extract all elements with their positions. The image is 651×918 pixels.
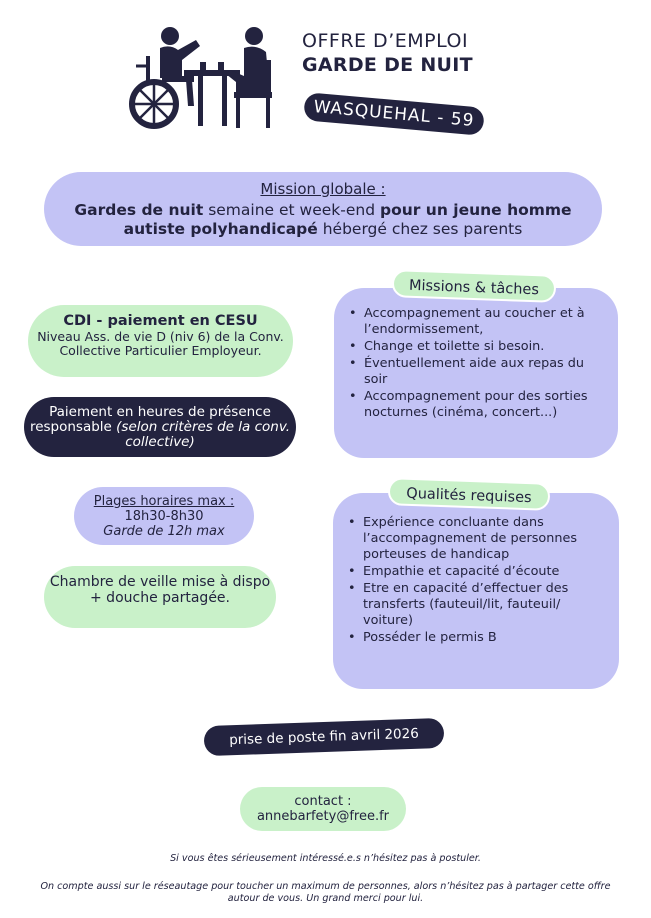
missions-tag: Missions & tâches xyxy=(392,269,557,303)
list-item: • Accompagnement au coucher et à l’endormissement, xyxy=(346,306,606,338)
cdi-box xyxy=(28,305,293,377)
payment-text: Paiement en heures de présence responsable xyxy=(29,404,271,435)
header-title-line1: OFFRE D’EMPLOI xyxy=(302,30,469,52)
contact-label: contact : xyxy=(294,794,352,809)
footer-line2: On compte aussi sur le réseautage pour toucher un maximum de personnes, alors n’hésitez pas à partager cette offre autour de vous. Un grand merci pour lui. xyxy=(40,881,611,904)
hours-range: 18h30-8h30 xyxy=(124,509,204,524)
room-line1: Chambre de veille mise à dispo xyxy=(49,574,271,590)
qualities-box xyxy=(333,493,619,689)
mission-title: Mission globale : xyxy=(260,180,386,198)
mission-text-normal-2: hébergé chez ses parents xyxy=(317,220,523,238)
list-item: • Expérience concluante dans l’accompagnement de personnes porteuses de handicap xyxy=(345,515,607,563)
hours-box xyxy=(74,487,254,545)
missions-list xyxy=(346,306,606,421)
room-box xyxy=(44,566,276,628)
footer-line1: Si vous êtes sérieusement intéressé.e.s n’hésitez pas à postuler. xyxy=(170,853,481,864)
start-date-badge: prise de poste fin avril 2026 xyxy=(204,718,445,756)
hours-title: Plages horaires max : xyxy=(93,494,235,509)
list-item: • Éventuellement aide aux repas du soir xyxy=(346,356,606,388)
cdi-text: Niveau Ass. de vie D (niv 6) de la Conv. Collective Particulier Employeur. xyxy=(37,329,284,358)
location-badge: WASQUEHAL - 59 xyxy=(303,92,485,136)
qualities-tag: Qualités requises xyxy=(388,477,551,511)
qualities-list xyxy=(345,515,607,646)
missions-box xyxy=(334,288,618,458)
mission-text xyxy=(44,201,602,239)
mission-box xyxy=(44,172,602,246)
contact-email[interactable]: annebarfety@free.fr xyxy=(256,809,390,824)
mission-text-normal-1: semaine et week-end xyxy=(203,201,380,219)
room-line2: + douche partagée. xyxy=(90,590,230,606)
hours-note: Garde de 12h max xyxy=(103,524,225,539)
caregiver-and-wheelchair-at-table-icon xyxy=(126,26,276,134)
cdi-title: CDI - paiement en CESU xyxy=(63,313,258,329)
list-item: • Change et toilette si besoin. xyxy=(346,339,606,355)
contact-box xyxy=(240,787,406,831)
mission-text-bold-1: Gardes de nuit xyxy=(74,201,204,219)
payment-italic: (selon critères de la conv. collective) xyxy=(116,419,291,450)
list-item: • Etre en capacité d’effectuer des transferts (fauteuil/lit, fauteuil/ voiture) xyxy=(345,581,607,629)
list-item: • Empathie et capacité d’écoute xyxy=(345,564,607,580)
list-item: • Accompagnement pour des sorties nocturnes (cinéma, concert...) xyxy=(346,389,606,421)
mission-text-bold-2: pour un jeune homme autiste polyhandicapé xyxy=(123,201,572,238)
header-title-line2: GARDE DE NUIT xyxy=(302,54,473,76)
list-item: • Posséder le permis B xyxy=(345,630,607,646)
payment-box xyxy=(24,397,296,457)
